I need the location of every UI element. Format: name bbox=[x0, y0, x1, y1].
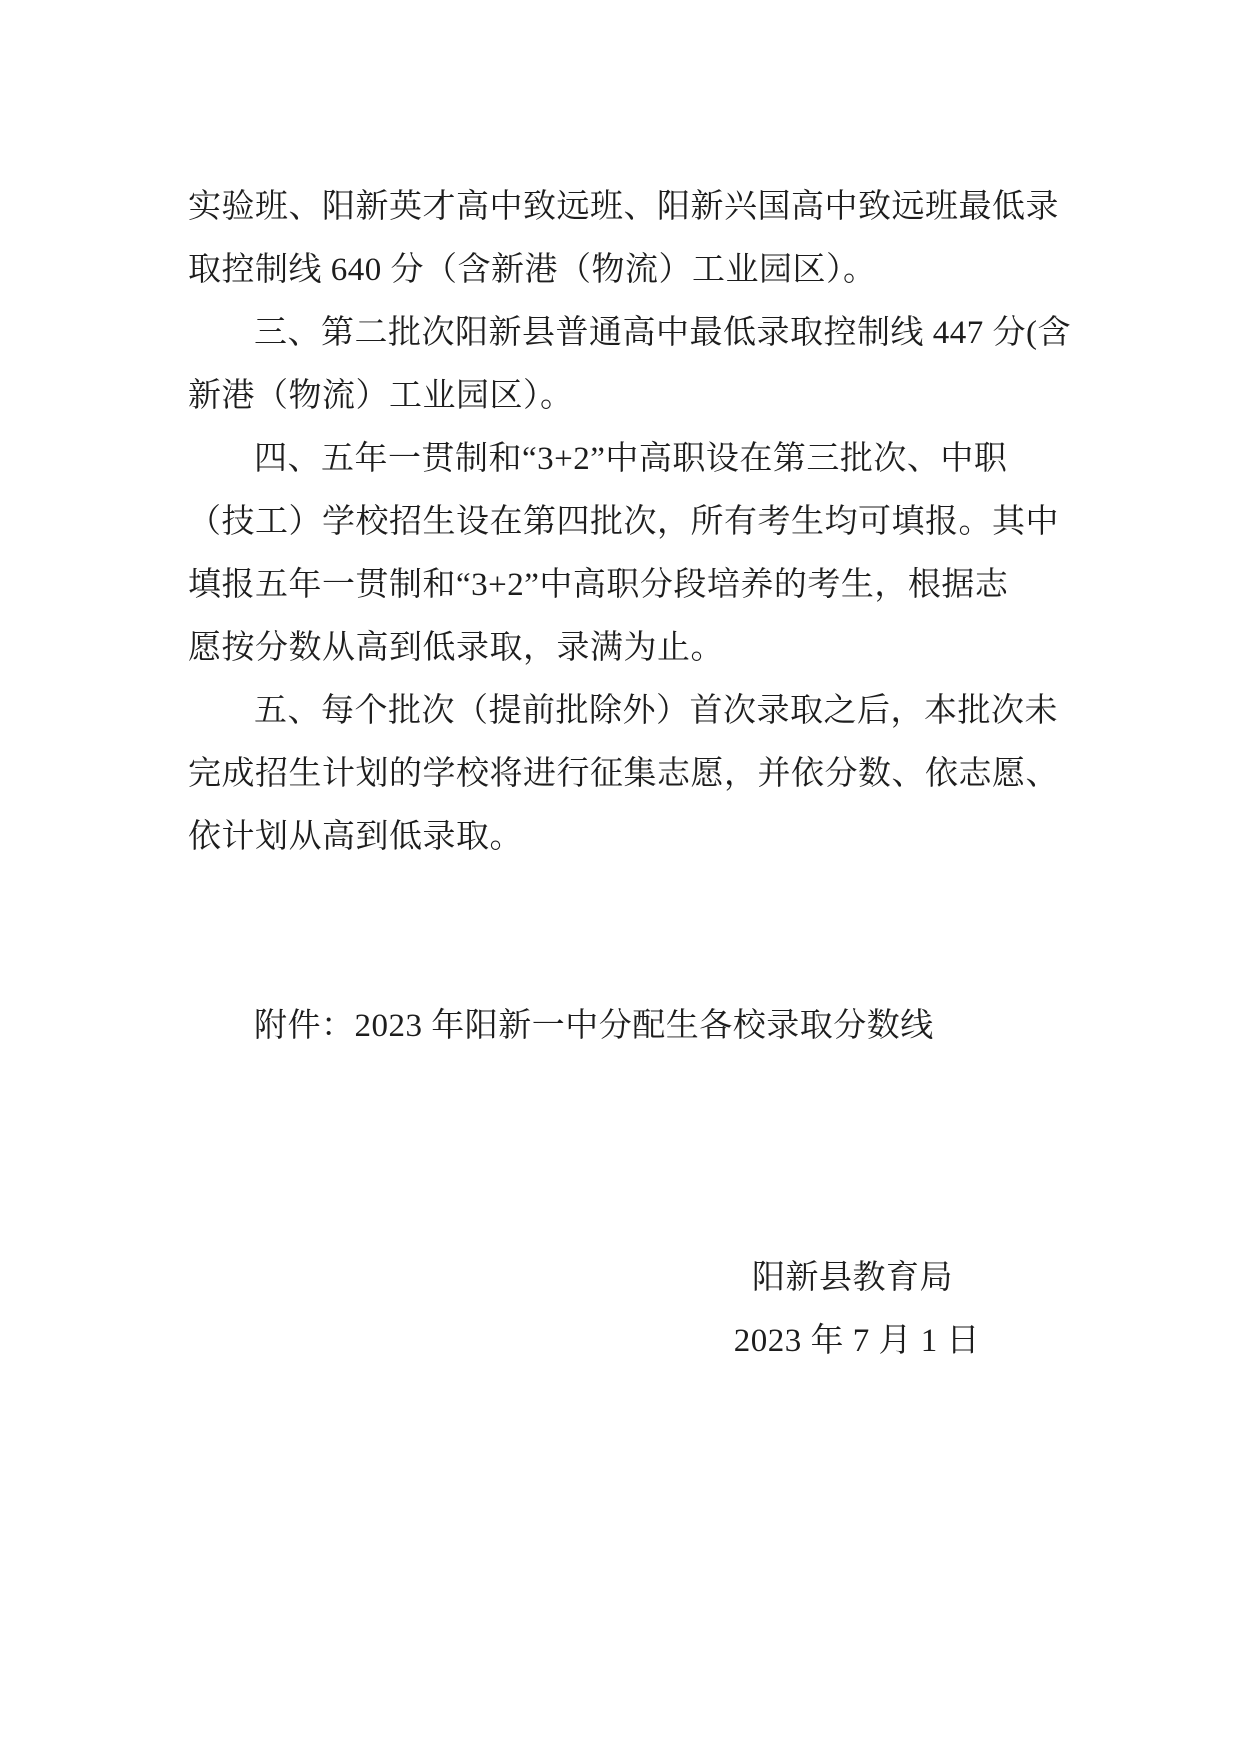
body-line: 填报五年一贯制和“3+2”中高职分段培养的考生，根据志 bbox=[188, 567, 1009, 603]
body-line: 五、每个批次（提前批除外）首次录取之后，本批次未 bbox=[254, 693, 1058, 729]
signature-date: 2023 年 7 月 1 日 bbox=[733, 1323, 980, 1359]
body-line: 四、五年一贯制和“3+2”中高职设在第三批次、中职 bbox=[254, 441, 1008, 477]
blank-line bbox=[188, 932, 1078, 995]
body-line: （技工）学校招生设在第四批次，所有考生均可填报。其中 bbox=[188, 504, 1059, 540]
body-line: 实验班、阳新英才高中致远班、阳新兴国高中致远班最低录 bbox=[188, 189, 1059, 225]
body-line: 完成招生计划的学校将进行征集志愿，并依分数、依志愿、 bbox=[188, 756, 1059, 792]
body-line: 愿按分数从高到低录取，录满为止。 bbox=[188, 630, 724, 666]
signature-issuer: 阳新县教育局 bbox=[752, 1260, 953, 1296]
body-line: 三、第二批次阳新县普通高中最低录取控制线 447 分(含 bbox=[254, 315, 1071, 351]
body-line: 依计划从高到低录取。 bbox=[188, 819, 523, 855]
blank-line bbox=[188, 1184, 1078, 1247]
body-line: 取控制线 640 分（含新港（物流）工业园区）。 bbox=[188, 252, 877, 288]
body-line: 新港（物流）工业园区）。 bbox=[188, 378, 574, 414]
blank-line bbox=[188, 1058, 1078, 1121]
blank-line bbox=[188, 869, 1078, 932]
attachment-line: 附件：2023 年阳新一中分配生各校录取分数线 bbox=[254, 1008, 934, 1044]
blank-line bbox=[188, 1121, 1078, 1184]
document-body bbox=[188, 176, 1078, 1373]
